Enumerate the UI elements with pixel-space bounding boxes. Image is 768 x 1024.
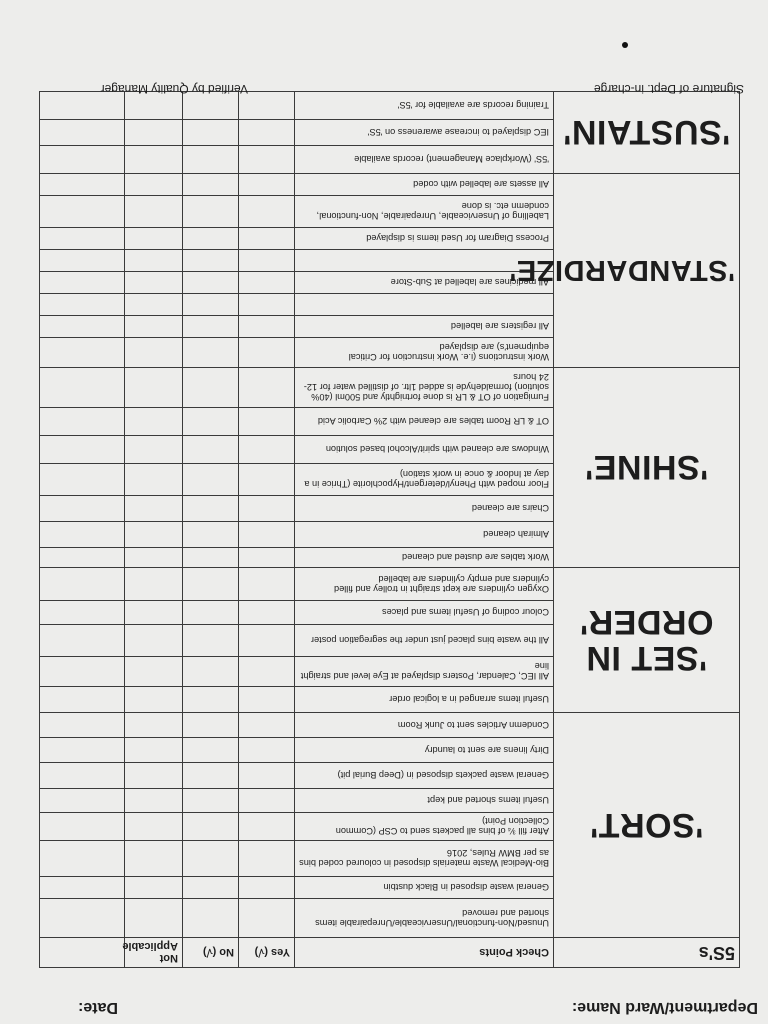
- blank-cell: [40, 657, 125, 687]
- blank-cell: [40, 408, 125, 436]
- blank-cell: [40, 146, 125, 174]
- blank-cell: [40, 548, 125, 568]
- column-header-5s: 5S's: [554, 938, 740, 968]
- no-cell[interactable]: [183, 316, 239, 338]
- na-cell[interactable]: [125, 899, 183, 938]
- no-cell[interactable]: [183, 763, 239, 789]
- column-header-no: No (√): [183, 938, 239, 968]
- form-header: [0, 994, 768, 1024]
- no-cell[interactable]: [183, 568, 239, 601]
- yes-cell[interactable]: [239, 841, 295, 877]
- na-cell[interactable]: [125, 687, 183, 713]
- yes-cell[interactable]: [239, 877, 295, 899]
- table-row: [40, 687, 740, 713]
- section-sort: 'SORT': [554, 713, 740, 938]
- check-point: All the waste bins placed just under the segregation poster: [295, 625, 554, 657]
- check-point: Labelling of Unserviceable, Unrepairable, Non-functional, condemn etc. is done: [295, 196, 554, 228]
- no-cell[interactable]: [183, 813, 239, 841]
- na-cell[interactable]: [125, 496, 183, 522]
- no-cell[interactable]: [183, 436, 239, 464]
- na-cell[interactable]: [125, 408, 183, 436]
- yes-cell[interactable]: [239, 250, 295, 272]
- na-cell[interactable]: [125, 522, 183, 548]
- no-cell[interactable]: [183, 228, 239, 250]
- table-row: [40, 146, 740, 174]
- yes-cell[interactable]: [239, 316, 295, 338]
- yes-cell[interactable]: [239, 713, 295, 738]
- no-cell[interactable]: [183, 196, 239, 228]
- blank-cell: [40, 601, 125, 625]
- no-cell[interactable]: [183, 713, 239, 738]
- blank-cell: [40, 464, 125, 496]
- no-cell[interactable]: [183, 272, 239, 294]
- na-cell[interactable]: [125, 196, 183, 228]
- no-cell[interactable]: [183, 408, 239, 436]
- blank-cell: [40, 568, 125, 601]
- no-cell[interactable]: [183, 338, 239, 368]
- blank-cell: [40, 522, 125, 548]
- na-cell[interactable]: [125, 601, 183, 625]
- check-point: Unused/Non-functional/Unserviceable/Unrepairable items shorted and removed: [295, 899, 554, 938]
- yes-cell[interactable]: [239, 657, 295, 687]
- blank-cell: [40, 272, 125, 294]
- yes-cell[interactable]: [239, 687, 295, 713]
- check-point: [295, 294, 554, 316]
- yes-cell[interactable]: [239, 272, 295, 294]
- na-cell[interactable]: [125, 877, 183, 899]
- check-point: Training records are available for '5S': [295, 92, 554, 120]
- check-point: Process Diagram for Used items is displayed: [295, 228, 554, 250]
- table-row: [40, 338, 740, 368]
- check-point: Work tables are dusted and cleaned: [295, 548, 554, 568]
- blank-cell: [40, 316, 125, 338]
- check-point: '5S' (Workplace Management) records available: [295, 146, 554, 174]
- yes-cell[interactable]: [239, 813, 295, 841]
- column-header-not-applicable: Not Applicable: [125, 938, 183, 968]
- blank-cell: [40, 687, 125, 713]
- no-cell[interactable]: [183, 789, 239, 813]
- yes-cell[interactable]: [239, 146, 295, 174]
- yes-cell[interactable]: [239, 294, 295, 316]
- ink-dot: [622, 42, 628, 48]
- check-point: Useful items shorted and kept: [295, 789, 554, 813]
- no-cell[interactable]: [183, 548, 239, 568]
- na-cell[interactable]: [125, 763, 183, 789]
- na-cell[interactable]: [125, 228, 183, 250]
- yes-cell[interactable]: [239, 568, 295, 601]
- no-cell[interactable]: [183, 174, 239, 196]
- blank-cell: [40, 813, 125, 841]
- blank-cell: [40, 713, 125, 738]
- check-point: All IEC, Calendar, Posters displayed at Eye level and straight line: [295, 657, 554, 687]
- blank-cell: [40, 436, 125, 464]
- check-point: Colour coding of Useful items and places: [295, 601, 554, 625]
- check-point: IEC displayed to increase awareness on '5S': [295, 120, 554, 146]
- yes-cell[interactable]: [239, 408, 295, 436]
- section-set-in-order: 'SET IN ORDER': [554, 568, 740, 713]
- check-point: Floor moped with Phenyl/detergent/Hypochlorite (Thrice in a day at Indoor & once in work station): [295, 464, 554, 496]
- check-point: Useful items arranged in a logical order: [295, 687, 554, 713]
- yes-cell[interactable]: [239, 196, 295, 228]
- table-header-row: [40, 938, 740, 968]
- yes-cell[interactable]: [239, 464, 295, 496]
- yes-cell[interactable]: [239, 738, 295, 763]
- blank-cell: [40, 738, 125, 763]
- no-cell[interactable]: [183, 496, 239, 522]
- na-cell[interactable]: [125, 657, 183, 687]
- check-point: Bio-Medical Waste materials disposed in coloured coded bins as per BMW Rules, 2016: [295, 841, 554, 877]
- yes-cell[interactable]: [239, 436, 295, 464]
- check-point: All registers are labelled: [295, 316, 554, 338]
- check-point: General waste packets disposed in (Deep Burial pit): [295, 763, 554, 789]
- yes-cell[interactable]: [239, 522, 295, 548]
- no-cell[interactable]: [183, 657, 239, 687]
- blank-cell: [40, 338, 125, 368]
- na-cell[interactable]: [125, 294, 183, 316]
- no-cell[interactable]: [183, 687, 239, 713]
- department-label: Department/Ward Name:: [571, 999, 758, 1016]
- no-cell[interactable]: [183, 738, 239, 763]
- check-point: Fumigation of OT & LR is done fortnightly and 500ml (40% solution) formaldehyde is added 1ltr. of distilled water for 12-24 hours: [295, 368, 554, 408]
- no-cell[interactable]: [183, 625, 239, 657]
- check-point: Chairs are cleaned: [295, 496, 554, 522]
- blank-cell: [40, 841, 125, 877]
- yes-cell[interactable]: [239, 601, 295, 625]
- na-cell[interactable]: [125, 368, 183, 408]
- check-point: After fill ¾ of bins all packets send to CSP (Common Collection Point): [295, 813, 554, 841]
- na-cell[interactable]: [125, 250, 183, 272]
- section-shine: 'SHINE': [554, 368, 740, 568]
- na-cell[interactable]: [125, 625, 183, 657]
- blank-cell: [40, 174, 125, 196]
- signature-label: Signature of Dept. in-charge: [593, 82, 744, 96]
- blank-cell: [40, 496, 125, 522]
- no-cell[interactable]: [183, 841, 239, 877]
- table-row: [40, 548, 740, 568]
- check-point: Work instructions (i.e. Work instruction for Critical equipment's) are displayed: [295, 338, 554, 368]
- check-point: All assets are labelled with coded: [295, 174, 554, 196]
- no-cell[interactable]: [183, 368, 239, 408]
- no-cell[interactable]: [183, 464, 239, 496]
- yes-cell[interactable]: [239, 228, 295, 250]
- na-cell[interactable]: [125, 738, 183, 763]
- blank-cell: [40, 228, 125, 250]
- blank-cell: [40, 368, 125, 408]
- na-cell[interactable]: [125, 146, 183, 174]
- yes-cell[interactable]: [239, 899, 295, 938]
- blank-cell: [40, 625, 125, 657]
- no-cell[interactable]: [183, 294, 239, 316]
- date-label: Date:: [77, 999, 118, 1016]
- na-cell[interactable]: [125, 841, 183, 877]
- yes-cell[interactable]: [239, 496, 295, 522]
- no-cell[interactable]: [183, 601, 239, 625]
- no-cell[interactable]: [183, 522, 239, 548]
- na-cell[interactable]: [125, 316, 183, 338]
- five-s-checklist-table: [39, 91, 740, 968]
- blank-cell: [40, 877, 125, 899]
- check-point: Windows are cleaned with spirit/Alcohol based solution: [295, 436, 554, 464]
- blank-column-header: [40, 938, 125, 968]
- check-point: Condemn Articles sent to Junk Room: [295, 713, 554, 738]
- verified-label: Verified by Quality Manager: [100, 82, 248, 96]
- na-cell[interactable]: [125, 272, 183, 294]
- column-header-yes: Yes (√): [239, 938, 295, 968]
- na-cell[interactable]: [125, 548, 183, 568]
- na-cell[interactable]: [125, 120, 183, 146]
- no-cell[interactable]: [183, 250, 239, 272]
- yes-cell[interactable]: [239, 625, 295, 657]
- check-point: Almirah cleaned: [295, 522, 554, 548]
- yes-cell[interactable]: [239, 120, 295, 146]
- check-point: OT & LR Room tables are cleaned with 2% Carbolic Acid: [295, 408, 554, 436]
- column-header-check-points: Check Points: [295, 938, 554, 968]
- na-cell[interactable]: [125, 338, 183, 368]
- na-cell[interactable]: [125, 436, 183, 464]
- yes-cell[interactable]: [239, 763, 295, 789]
- na-cell[interactable]: [125, 464, 183, 496]
- blank-cell: [40, 763, 125, 789]
- na-cell[interactable]: [125, 568, 183, 601]
- yes-cell[interactable]: [239, 368, 295, 408]
- blank-cell: [40, 250, 125, 272]
- table-row: [40, 899, 740, 938]
- yes-cell[interactable]: [239, 174, 295, 196]
- check-point: All medicines are labelled at Sub-Store: [295, 272, 554, 294]
- na-cell[interactable]: [125, 174, 183, 196]
- blank-cell: [40, 196, 125, 228]
- blank-cell: [40, 899, 125, 938]
- check-point: General waste disposed in Black dustbin: [295, 877, 554, 899]
- blank-cell: [40, 120, 125, 146]
- na-cell[interactable]: [125, 789, 183, 813]
- no-cell[interactable]: [183, 877, 239, 899]
- na-cell[interactable]: [125, 713, 183, 738]
- check-point: Dirty linens are sent to laundry: [295, 738, 554, 763]
- yes-cell[interactable]: [239, 338, 295, 368]
- section-sustain: 'SUSTAIN': [554, 92, 740, 174]
- section-standardize: 'STANDARDIZE': [554, 174, 740, 368]
- no-cell[interactable]: [183, 899, 239, 938]
- no-cell[interactable]: [183, 146, 239, 174]
- blank-cell: [40, 789, 125, 813]
- blank-cell: [40, 294, 125, 316]
- no-cell[interactable]: [183, 120, 239, 146]
- yes-cell[interactable]: [239, 548, 295, 568]
- yes-cell[interactable]: [239, 789, 295, 813]
- na-cell[interactable]: [125, 813, 183, 841]
- check-point: Oxygen cylinders are kept straight in trolley and filled cylinders and empty cylinders are labelled: [295, 568, 554, 601]
